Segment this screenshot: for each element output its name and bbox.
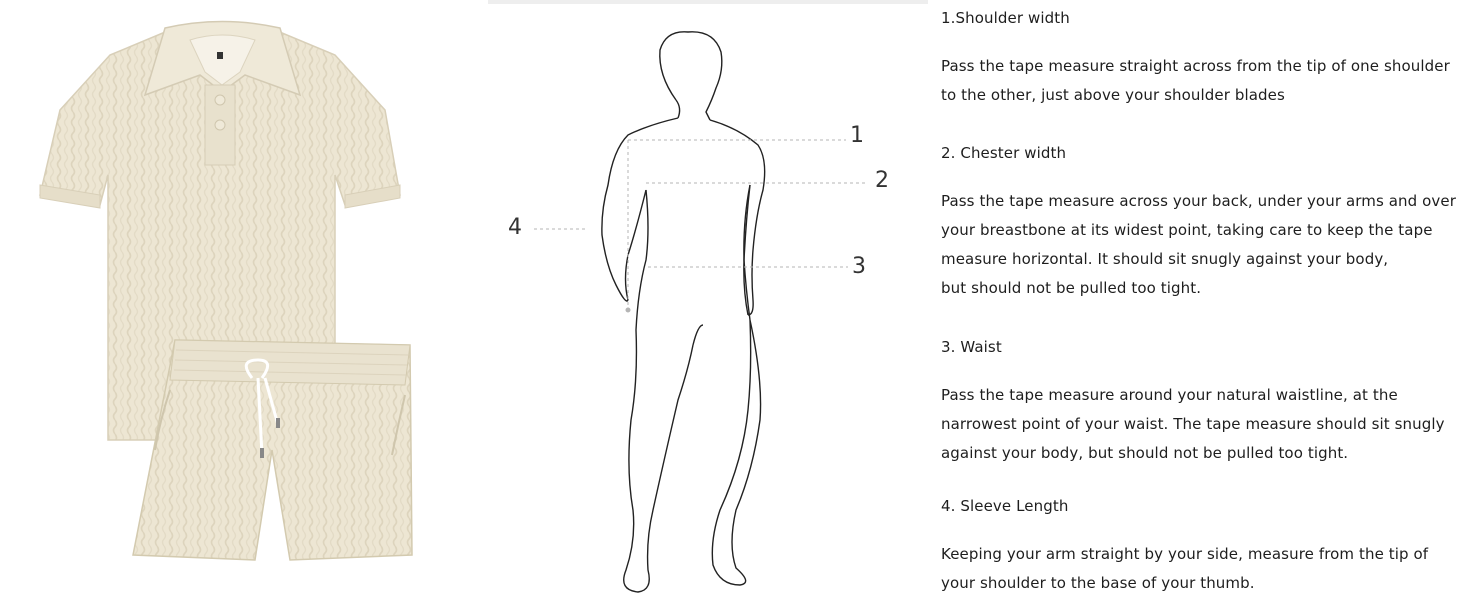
human-silhouette <box>602 32 765 592</box>
product-image <box>0 0 480 600</box>
section-text-shoulder: Pass the tape measure straight across from the tip of one shoulder to the other, just above your shoulder blades <box>941 57 1450 104</box>
marker-2: 2 <box>875 168 889 193</box>
section-heading-chest: 2. Chester width <box>941 144 1067 162</box>
shorts <box>133 340 412 560</box>
section-text-sleeve: Keeping your arm straight by your side, measure from the tip of your shoulder to the base of your thumb. <box>941 545 1429 592</box>
polo-shorts-set-illustration <box>0 0 480 600</box>
measurement-figure <box>488 0 928 600</box>
section-text-chest: Pass the tape measure across your back, under your arms and over your breastbone at its widest point, taking care to keep the tape measure horizontal. It should sit snugly against your body, but should not be pulled too tight. <box>941 192 1456 297</box>
marker-3: 3 <box>852 254 866 279</box>
measurement-guides <box>534 140 868 310</box>
section-heading-waist: 3. Waist <box>941 338 1002 356</box>
body-outline-diagram <box>488 0 928 600</box>
section-heading-sleeve: 4. Sleeve Length <box>941 497 1069 515</box>
measurement-instructions <box>941 0 1461 600</box>
section-heading-shoulder: 1.Shoulder width <box>941 9 1070 27</box>
marker-4: 4 <box>508 215 522 240</box>
sleeve-endpoint <box>626 308 631 313</box>
section-text-waist: Pass the tape measure around your natural waistline, at the narrowest point of your waist. The tape measure should sit snugly against your body, but should not be pulled too tight. <box>941 386 1445 462</box>
marker-1: 1 <box>850 123 864 148</box>
